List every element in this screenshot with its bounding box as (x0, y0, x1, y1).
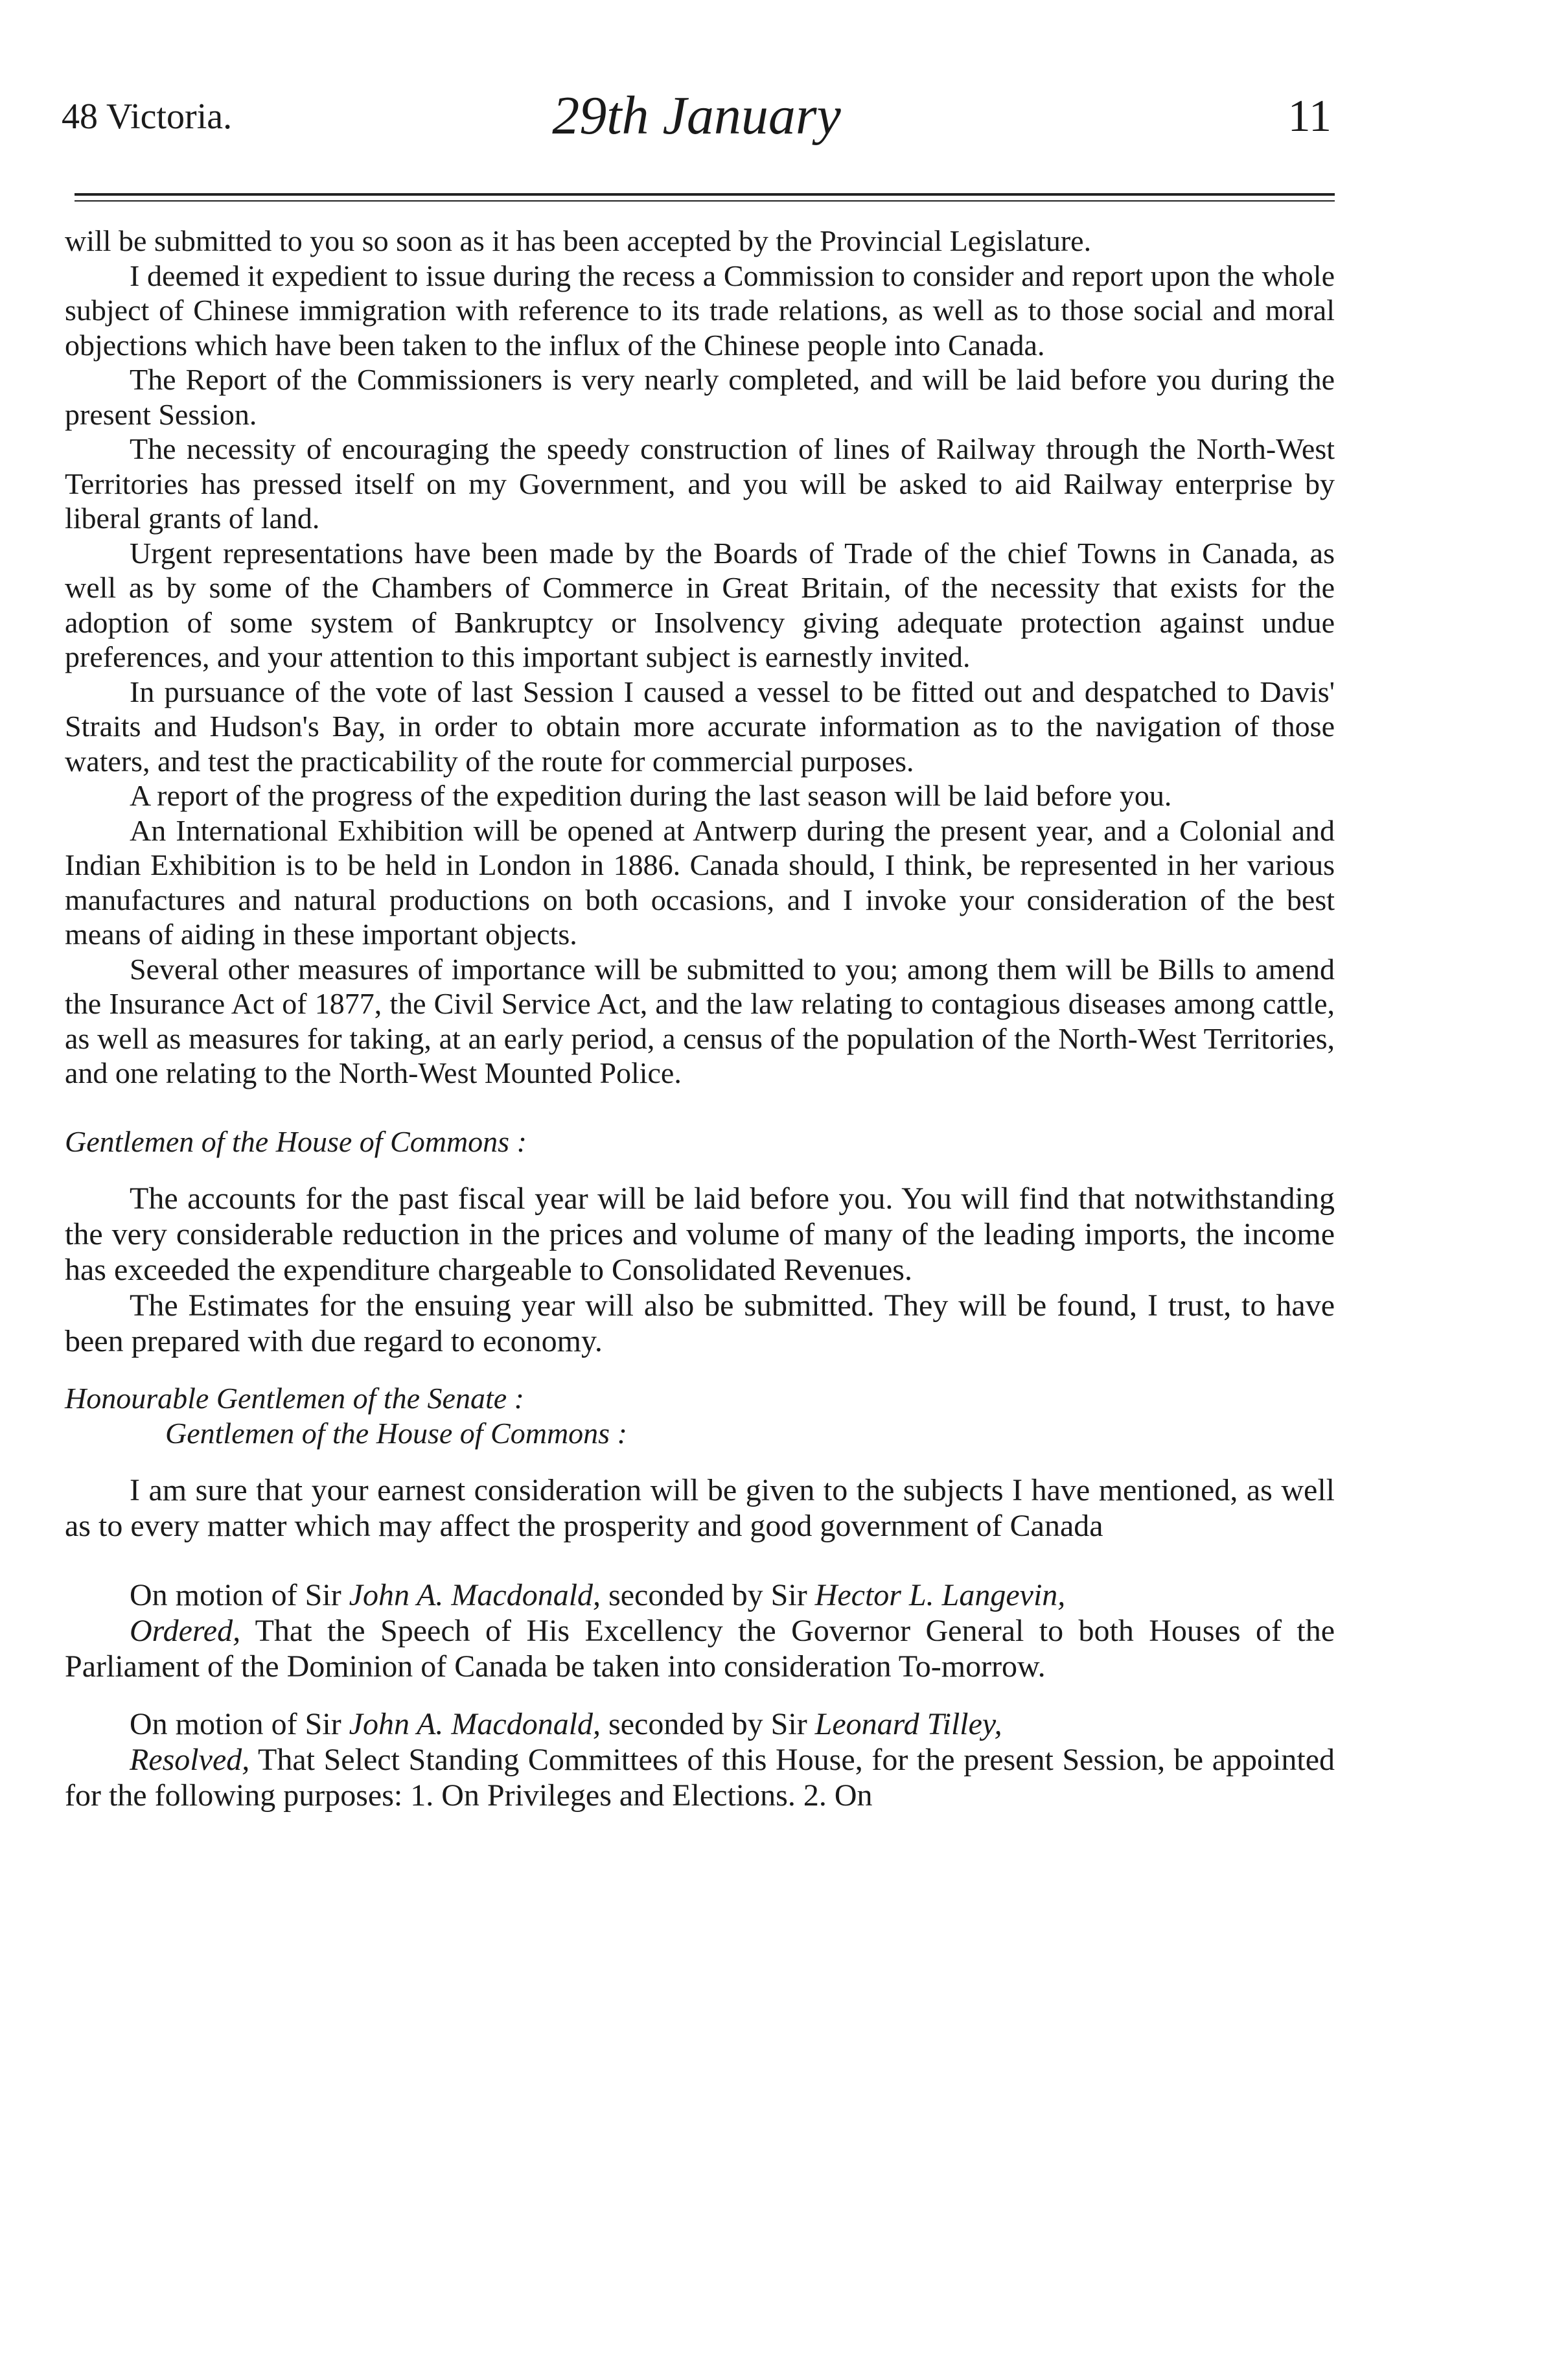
paragraph: In pursuance of the vote of last Session I caused a vessel to be fitted out and despatched to Davis' Straits and Hudson's Bay, in order to obtain more accurate information as to the navigation of those waters, and test the practicability of the route for commercial purposes. (65, 675, 1335, 778)
motion-prefix: On motion of Sir (130, 1578, 349, 1612)
motion-intro (65, 1577, 1335, 1613)
mover-name: John A. Macdonald, (349, 1707, 601, 1741)
spacer (65, 1544, 1335, 1577)
motion-mid: seconded by Sir (601, 1578, 815, 1612)
paragraph: The accounts for the past fiscal year will be laid before you. You will find that notwithstanding the very considerable reduction in the prices and volume of many of the leading imports, the income has exceeded the expenditure chargeable to Consolidated Revenues. (65, 1181, 1335, 1287)
paragraph: The necessity of encouraging the speedy construction of lines of Railway through the North-West Territories has pressed itself on my Government, and you will be asked to aid Railway enterprise by liberal grants of land. (65, 432, 1335, 535)
page-number: 11 (1287, 91, 1332, 141)
paragraph: Urgent representations have been made by the Boards of Trade of the chief Towns in Canada, as well as by some of the Chambers of Commerce in Great Britain, of the necessity that exists for the adoption of some system of Bankruptcy or Insolvency giving adequate protection against undue preferences, and your attention to this important subject is earnestly invited. (65, 536, 1335, 673)
page-header (62, 84, 1332, 162)
spacer (65, 1359, 1335, 1381)
date-heading: 29th January (552, 86, 841, 146)
motion-verb: Resolved, (130, 1743, 250, 1777)
address-heading-commons: Gentlemen of the House of Commons : (65, 1124, 527, 1158)
paragraph: The Report of the Commissioners is very nearly completed, and will be laid before you during the present Session. (65, 363, 1335, 431)
paragraph: Several other measures of importance will be submitted to you; among them will be Bills to amend the Insurance Act of 1877, the Civil Service Act, and the law relating to contagious diseases among cattle, as well as measures for taking, at an early period, a census of the population of the North-West Territories, and one relating to the North-West Mounted Police. (65, 952, 1335, 1089)
session-label: 48 Victoria. (62, 97, 233, 137)
seconder-name: Leonard Tilley, (814, 1707, 1002, 1741)
motion-text (65, 1742, 1335, 1813)
motion-prefix: On motion of Sir (130, 1707, 349, 1741)
motion-body: That the Speech of His Excellency the Governor General to both Houses of the Parliament of the Dominion of Canada be taken into consideration To-morrow. (65, 1614, 1335, 1684)
header-rule-thick (75, 193, 1335, 196)
spacer (65, 1159, 1335, 1181)
motion-text (65, 1613, 1335, 1684)
spacer (65, 1091, 1335, 1124)
spacer (65, 1450, 1335, 1472)
motion-body: That Select Standing Committees of this House, for the present Session, be appointed for the following purposes: 1. On Privileges and Elections. 2. On (65, 1743, 1335, 1813)
motion-intro (65, 1706, 1335, 1742)
address-heading-senate: Honourable Gentlemen of the Senate : (65, 1382, 524, 1415)
page-body (65, 224, 1335, 1813)
paragraph: The Estimates for the ensuing year will also be submitted. They will be found, I trust, to have been prepared with due regard to economy. (65, 1288, 1335, 1358)
paragraph: I deemed it expedient to issue during the recess a Commission to consider and report upon the whole subject of Chinese immigration with reference to its trade relations, as well as to those social and moral objections which have been taken to the influx of the Chinese people into Canada. (65, 259, 1335, 362)
paragraph: will be submitted to you so soon as it has been accepted by the Provincial Legislature. (65, 224, 1092, 257)
paragraph: A report of the progress of the expedition during the last season will be laid before you. (130, 779, 1172, 812)
motion-verb: Ordered, (130, 1614, 241, 1648)
paragraph: I am sure that your earnest consideration will be given to the subjects I have mentioned, as well as to every matter which may affect the prosperity and good government of Canada (65, 1473, 1335, 1543)
mover-name: John A. Macdonald, (349, 1578, 601, 1612)
paragraph: An International Exhibition will be opened at Antwerp during the present year, and a Colonial and Indian Exhibition is to be held in London in 1886. Canada should, I think, be represented in her various manufactures and natural productions on both occasions, and I invoke your consideration of the best means of aiding in these important objects. (65, 813, 1335, 951)
motion-mid: seconded by Sir (601, 1707, 815, 1741)
seconder-name: Hector L. Langevin, (814, 1578, 1066, 1612)
spacer (65, 1684, 1335, 1706)
address-heading-commons-2: Gentlemen of the House of Commons : (165, 1416, 627, 1450)
header-rule-thin (75, 200, 1335, 202)
